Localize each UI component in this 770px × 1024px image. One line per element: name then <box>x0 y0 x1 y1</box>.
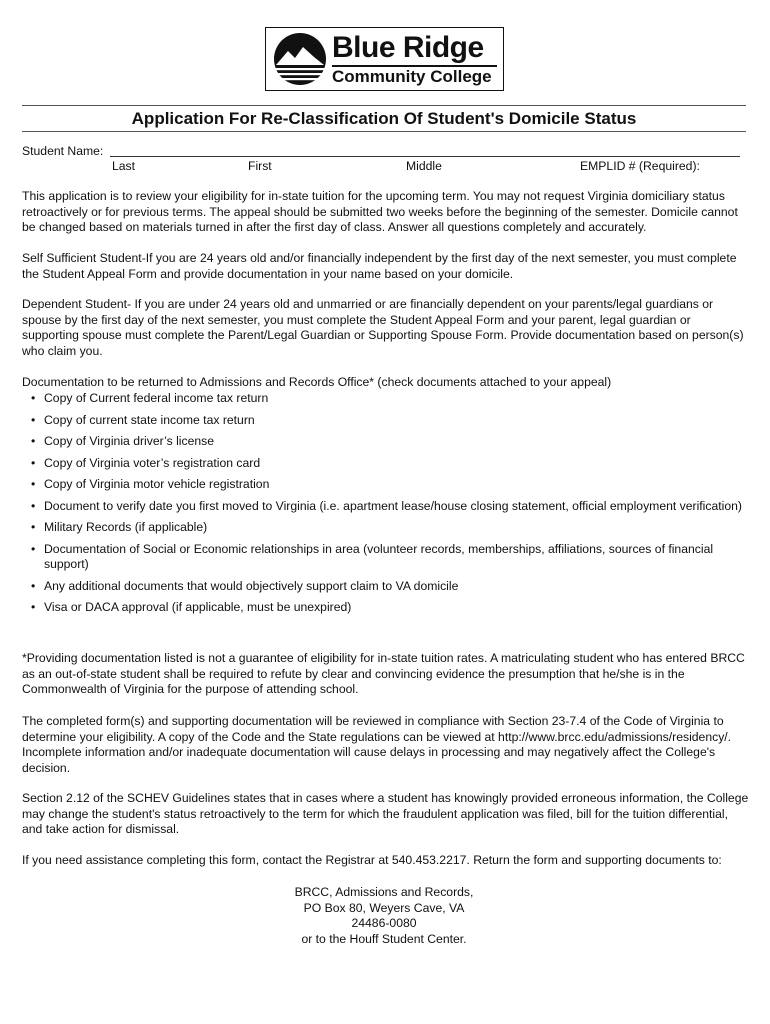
title-rule-top <box>22 105 746 106</box>
bullet-icon: • <box>31 520 36 534</box>
list-item: • Copy of Current federal income tax return <box>31 391 269 405</box>
review-paragraph: The completed form(s) and supporting documentation will be reviewed in compliance with Section 23-7.4 of the Code of Virginia to determine your eligibility. A copy of the Code and the State regulations can be viewed at http://www.brcc.edu/admissions/residency/. Incomplete information and/or inadequate documentation will cause delays in processing and may negatively affect the College's decision. <box>22 714 732 775</box>
bullet-icon: • <box>31 498 36 513</box>
list-item: • Military Records (if applicable) <box>31 520 208 534</box>
bullet-icon: • <box>31 434 36 448</box>
title-rule-bottom <box>22 131 746 132</box>
list-item: • Document to verify date you first moved to Virginia (i.e. apartment lease/house closing statement, official employment verification) <box>31 498 742 513</box>
emplid-caption: EMPLID # (Required): <box>580 159 700 173</box>
list-item: • Any additional documents that would objectively support claim to VA domicile <box>31 578 459 593</box>
student-name-field[interactable] <box>110 156 740 157</box>
logo-name-line1: Blue Ridge <box>332 31 484 64</box>
page-title: Application For Re-Classification Of Student's Domicile Status <box>131 109 637 128</box>
assistance-paragraph: If you need assistance completing this form, contact the Registrar at 540.453.2217. Return the form and supporting documents to: <box>22 853 722 867</box>
middle-name-caption: Middle <box>406 159 442 173</box>
bullet-icon: • <box>31 477 36 491</box>
dependent-paragraph: Dependent Student- If you are under 24 years old and unmarried or are financially dependent on your parents/legal guardians or spouse by the first day of the next semester, you must complete the Student Appeal Form and your parent, legal guardian or supporting spouse must complete the Parent/Legal Guardian or Supporting Spouse Form. Provide documentation based on person(s) who claim you. <box>22 297 744 358</box>
mailing-address <box>22 885 746 947</box>
self-sufficient-paragraph: Self Sufficient Student-If you are 24 years old and/or financially independent by the first day of the next semester, you must complete the Student Appeal Form and provide documentation in your name based on your domicile. <box>22 251 737 281</box>
bullet-icon: • <box>31 578 36 593</box>
intro-paragraph: This application is to review your eligibility for in-state tuition for the upcoming term. You may not request Virginia domiciliary status retroactively or for previous terms. The appeal should be submitted two weeks before the beginning of the semester. Domicile cannot be changed based on materials turned in after the first day of class. Answer all questions completely and accurately. <box>22 189 738 234</box>
bullet-icon: • <box>31 541 36 556</box>
bullet-icon: • <box>31 412 36 427</box>
list-item: • Copy of Virginia driver’s license <box>31 434 215 448</box>
address-line: PO Box 80, Weyers Cave, VA <box>303 900 465 915</box>
logo-name-line2: Community College <box>332 67 492 86</box>
documents-list <box>22 391 742 622</box>
bullet-icon: • <box>31 391 36 405</box>
college-logo <box>265 27 504 91</box>
documentation-intro: Documentation to be returned to Admissions and Records Office* (check documents attached to your appeal) <box>22 375 612 389</box>
bullet-icon: • <box>31 600 36 614</box>
schev-paragraph: Section 2.12 of the SCHEV Guidelines states that in cases where a student has knowingly provided erroneous information, the College may change the student's status retroactively to the term for which the fraudulent application was filed, bill for the tuition differential, and take action for dismissal. <box>22 791 749 836</box>
mountain-emblem-icon <box>270 31 330 87</box>
list-item: • Documentation of Social or Economic relationships in area (volunteer records, memberships, affiliations, sources of financial support) <box>31 541 714 571</box>
last-name-caption: Last <box>112 159 136 173</box>
list-item: • Copy of Virginia voter’s registration card <box>31 455 261 470</box>
list-item: • Copy of current state income tax return <box>31 412 255 427</box>
address-line: 24486-0080 <box>351 916 417 930</box>
address-line: BRCC, Admissions and Records, <box>294 885 474 899</box>
disclaimer-paragraph: *Providing documentation listed is not a guarantee of eligibility for in-state tuition rates. A matriculating student who has entered BRCC as an out-of-state student shall be required to refute by clear and convincing evidence the presumption that he/she is in the Commonwealth of Virginia for the purpose of attending school. <box>22 651 745 696</box>
bullet-icon: • <box>31 455 36 470</box>
address-line: or to the Houff Student Center. <box>301 931 467 946</box>
list-item: • Copy of Virginia motor vehicle registration <box>31 477 270 491</box>
first-name-caption: First <box>248 159 272 173</box>
list-item: • Visa or DACA approval (if applicable, must be unexpired) <box>31 600 352 614</box>
student-name-label: Student Name: <box>22 144 104 158</box>
